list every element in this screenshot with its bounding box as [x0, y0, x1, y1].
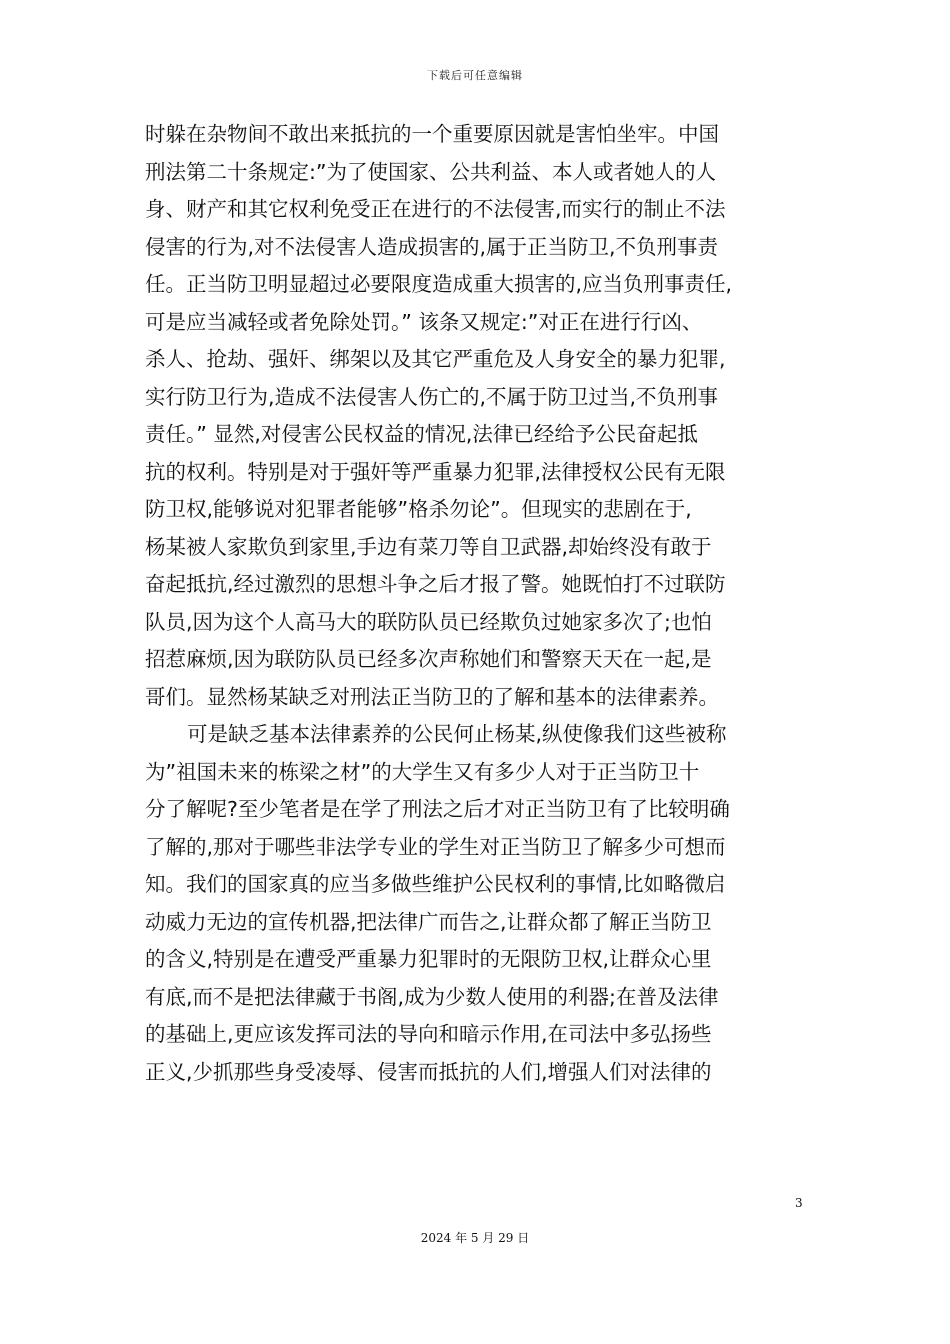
text-line: 抗的权利。特别是对于强奸等严重暴力犯罪,法律授权公民有无限	[145, 459, 726, 484]
text-line: 分了解呢?至少笔者是在学了刑法之后才对正当防卫有了比较明确	[145, 797, 730, 821]
text-line: 动威力无边的宣传机器,把法律广而告之,让群众都了解正当防卫	[145, 909, 712, 934]
text-line: 杀人、抢劫、强奸、绑架以及其它严重危及人身安全的暴力犯罪,	[145, 347, 726, 371]
text-line: 为”祖国未来的栋梁之材”的大学生又有多少人对于正当防卫十	[145, 759, 700, 784]
text-line: 知。我们的国家真的应当多做些维护公民权利的事情,比如略微启	[145, 872, 726, 896]
paragraph-first-line: 可是缺乏基本法律素养的公民何止杨某,纵使像我们这些被称	[187, 722, 727, 746]
text-line: 正义,少抓那些身受凌辱、侵害而抵抗的人们,增强人们对法律的	[145, 1059, 712, 1084]
text-line: 招惹麻烦,因为联防队员已经多次声称她们和警察天天在一起,是	[145, 647, 712, 671]
text-line: 身、财产和其它权利免受正在进行的不法侵害,而实行的制止不法	[145, 197, 726, 221]
page-header: 下载后可任意编辑	[427, 69, 523, 82]
text-line: 实行防卫行为,造成不法侵害人伤亡的,不属于防卫过当,不负刑事	[145, 384, 719, 409]
footer-date: 2024 年 5 月 29 日	[420, 1231, 530, 1245]
text-line: 的基础上,更应该发挥司法的导向和暗示作用,在司法中多弘扬些	[145, 1022, 712, 1046]
text-line: 责任。” 显然,对侵害公民权益的情况,法律已经给予公民奋起抵	[145, 422, 698, 446]
page-number: 3	[795, 1196, 803, 1210]
document-body	[145, 116, 813, 1091]
text-line: 任。正当防卫明显超过必要限度造成重大损害的,应当负刑事责任,	[145, 272, 733, 296]
text-line: 杨某被人家欺负到家里,手边有菜刀等自卫武器,却始终没有敢于	[145, 534, 712, 559]
text-line: 防卫权,能够说对犯罪者能够”格杀勿论”。但现实的悲剧在于,	[145, 497, 692, 521]
text-line: 哥们。显然杨某缺乏对刑法正当防卫的了解和基本的法律素养。	[145, 684, 719, 709]
text-line: 时躲在杂物间不敢出来抵抗的一个重要原因就是害怕坐牢。中国	[145, 122, 719, 146]
text-line: 队员,因为这个人高马大的联防队员已经欺负过她家多次了;也怕	[145, 609, 712, 634]
text-line: 可是应当减轻或者免除处罚。” 该条又规定:”对正在进行行凶、	[145, 309, 703, 334]
text-line: 侵害的行为,对不法侵害人造成损害的,属于正当防卫,不负刑事责	[145, 234, 719, 259]
text-line: 刑法第二十条规定:”为了使国家、公共利益、本人或者她人的人	[145, 159, 717, 184]
text-line: 奋起抵抗,经过激烈的思想斗争之后才报了警。她既怕打不过联防	[145, 572, 726, 596]
text-line: 了解的,那对于哪些非法学专业的学生对正当防卫了解多少可想而	[145, 834, 726, 859]
text-line: 的含义,特别是在遭受严重暴力犯罪时的无限防卫权,让群众心里	[145, 947, 712, 971]
text-line: 有底,而不是把法律藏于书阁,成为少数人使用的利器;在普及法律	[145, 984, 719, 1009]
